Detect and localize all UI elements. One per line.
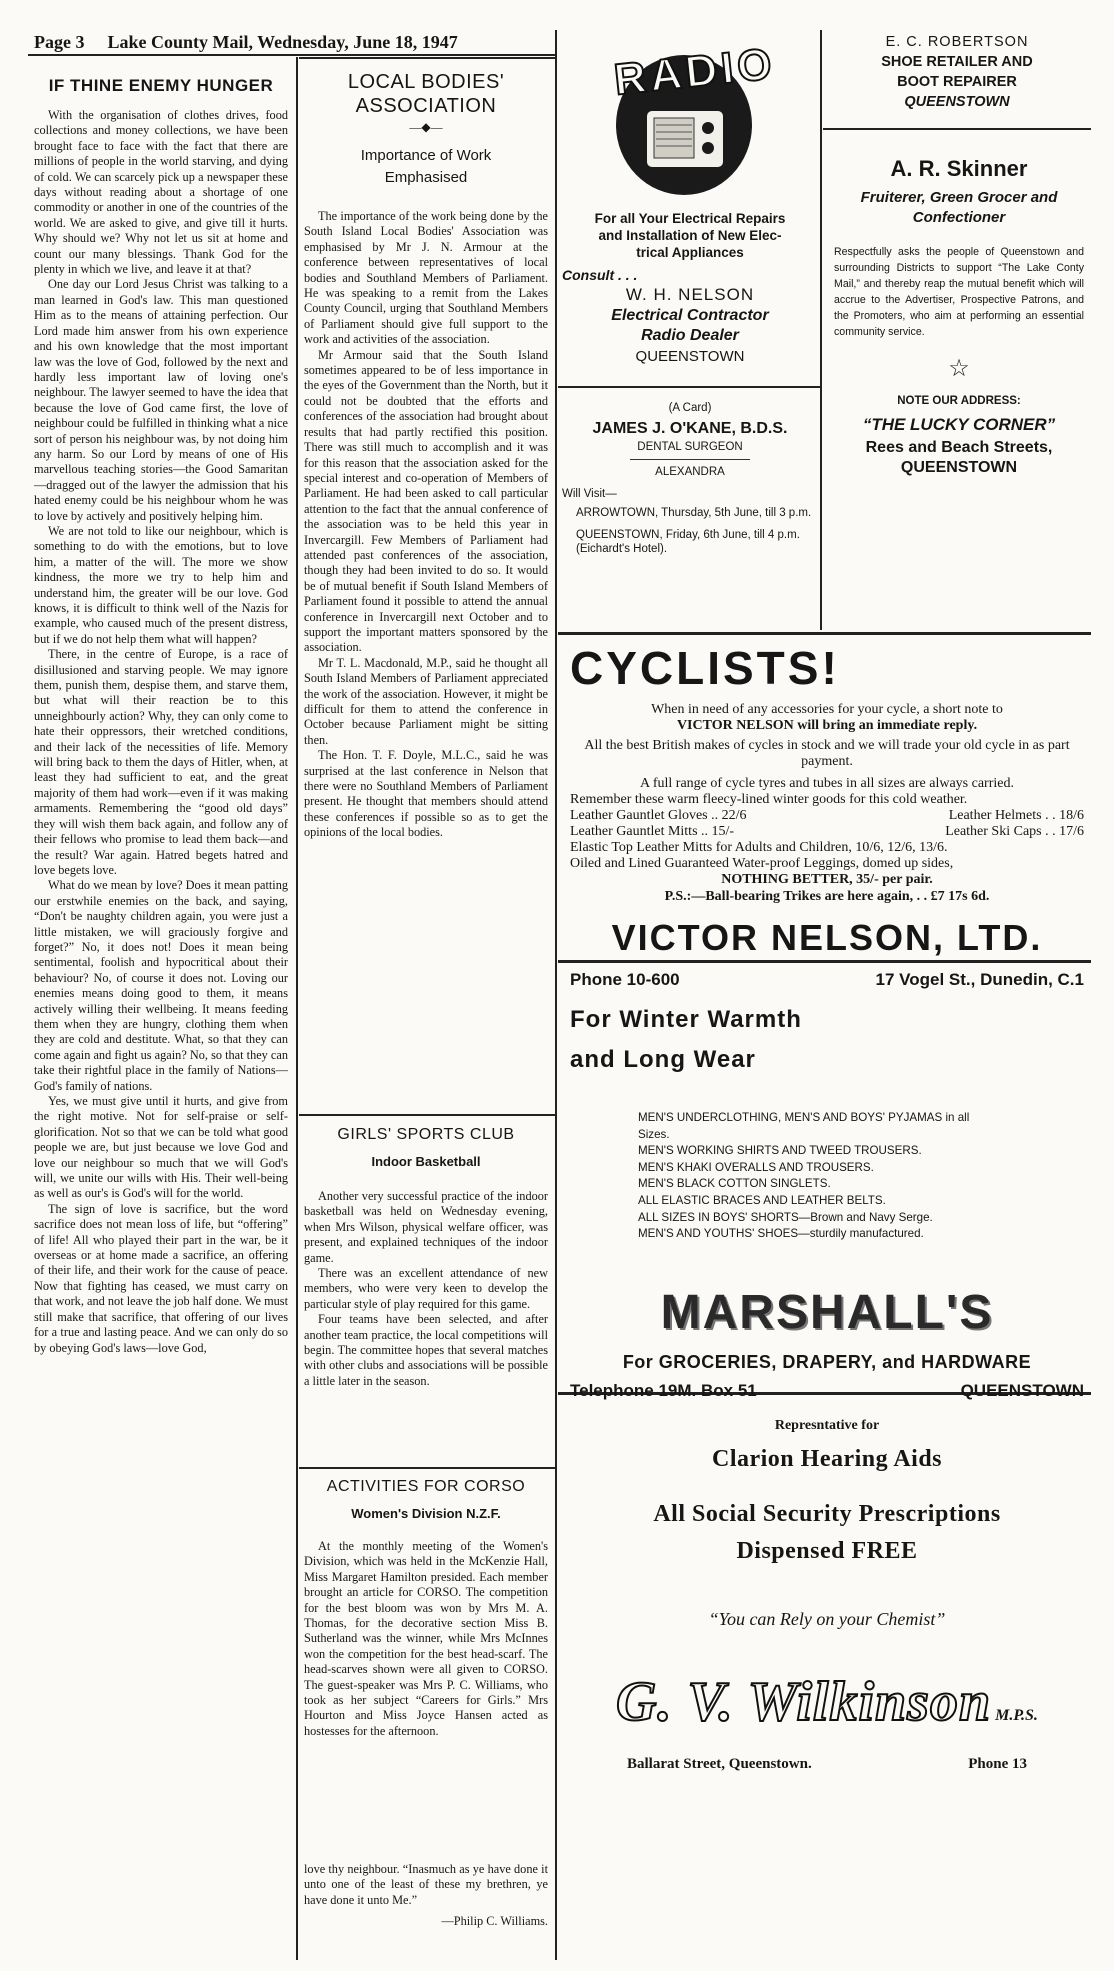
enemy-paragraph: We are not told to like our neighbour, which is something to do with the emotions, but to love him, a matter of the will. The more we show kindness, the more we try to help him and understand him, the greater will be our love. God knows, it is difficult to think well of the Nazis for example, who caused much of the present distress, but if we do not help them what will happen?	[34, 523, 288, 646]
marshalls-contact	[570, 1381, 1084, 1401]
skinner-corner: “THE LUCKY CORNER”	[862, 415, 1056, 434]
robertson-ad	[826, 32, 1088, 112]
okane-card	[562, 402, 818, 556]
cyclists-oiled: Oiled and Lined Guaranteed Water-proof Leggings, domed up sides,	[570, 856, 954, 871]
enemy-paragraph: One day our Lord Jesus Christ was talking to a man learned in God's law. This man questioned Him as to the means of attaining perfection. Our Lord made him answer from his own experience and his own knowledge that the most important law was the love of God, followed by the next and hardly less important law of loving one's neighbour. The lawyer seemed to have the idea that because the love of God came first, the love of neighbour could be fulfilled in thinking what a nice sort of person his neighbour was, by not doing him any harm. So our Lord by means of one of His marvellous teaching stories—the Good Samaritan—dragged out of the lawyer the admission that his hated enemy could be his neighbour whom he was to love by actively and positively helping him.	[34, 277, 288, 523]
cyclists-firm: VICTOR NELSON, LTD.	[611, 917, 1043, 958]
cyclists-remember: Remember these warm fleecy-lined winter goods for this cold weather.	[570, 792, 968, 807]
cyclists-item-row	[570, 808, 1084, 824]
skinner-name: A. R. Skinner	[890, 156, 1028, 181]
local-subhead-line2: Emphasised	[384, 169, 468, 186]
marshalls-goods-item: ALL ELASTIC BRACES AND LEATHER BELTS.	[638, 1193, 886, 1207]
star-icon: ☆	[948, 355, 970, 382]
marshalls-goods-item: MEN'S KHAKI OVERALLS AND TROUSERS.	[638, 1160, 874, 1174]
cyclists-elastic: Elastic Top Leather Mitts for Adults and Children, 10/6, 12/6, 13/6.	[570, 840, 948, 855]
local-article	[304, 70, 548, 1102]
cyclists-intro1: When in need of any accessories for your cycle, a short note to	[651, 702, 1003, 717]
local-paragraph: Mr Armour said that the South Island sometimes appeared to be of less importance in the eyes of the Government than the North, but it could not be doubted that the efforts and conferences of the association had brought about results that had partly rectified this position. There was still much to accomplish and it was for this reason that the association asked for the special interest and co-operation of Members of Parliament. He had been asked to call particular attention to the fact that the annual conference of the association was to be held this year in Invercargill. Few Members of Parliament had attended past conferences of the association, though they had been invited to do so. It would be of mutual benefit if South Island Members of Parliament found it possible to attend the annual conference in Invercargill next October and to support the important matters sponsored by the association.	[304, 347, 548, 655]
cyclists-phone: Phone 10-600	[570, 970, 680, 989]
okane-town: ALEXANDRA	[655, 466, 725, 478]
chemist-mps: M.P.S.	[995, 1707, 1038, 1724]
corso-paragraph: At the monthly meeting of the Women's Division, which was held in the McKenzie Hall, Miss Margaret Hamilton presided. Each member brought an article for CORSO. The competition for the best bloom was won by Mrs M. A. Thomas, for the decorative section Miss B. Sutherland was the winner, while Mrs McInnes won the competition for the best head-scarf. The head-scarves shown were all given to CORSO. The guest-speaker was Mrs P. C. Williams, who took as her subject “Careers for Girls.” Mrs Hourton and Miss Joyce Hansen acted as hostesses for the afternoon.	[304, 1539, 548, 1738]
chemist-rep: Represntative for	[774, 1418, 880, 1433]
local-rule-top	[299, 57, 555, 59]
masthead-rule	[28, 54, 555, 56]
skinner-streets: Rees and Beach Streets,	[865, 439, 1053, 456]
enemy-paragraph: With the organisation of clothes drives, food collections and money collections, we have been brought face to face with the fact that there are millions of people in the world starving, and dying of cold. We can scarcely pick up a newspaper these days without reading about a shortage of one commodity or another in one of the countries of the world. We are asked to give, and give till it hurts. Why should we? Why not let us sit at home and count our many blessings. Thank God for the plenty in which we live, and leave it at that?	[34, 108, 288, 277]
okane-name: JAMES J. O'KANE, B.D.S.	[592, 420, 788, 437]
corso-rule	[299, 1467, 555, 1469]
cyclists-title: CYCLISTS!	[570, 642, 840, 694]
okane-card-label: (A Card)	[668, 402, 712, 414]
marshalls-headline	[570, 1000, 1084, 1080]
robertson-line2: BOOT REPAIRER	[897, 74, 1017, 90]
enemy-paragraph: There, in the centre of Europe, is a race of disillusioned and starving people. We may ignore them, punish them, despise them, and starve them, but what will their reaction be to this unneighbourly action? Why, they can only come to hate their oppressors, their wretched conditions, and their lack of the necessities of life. Memory will bring back to them the days of Hitler, when, at least they had sufficient to eat, and the great majority of them had work—even if it was making armaments. Remembering the “good old days” they will wish them back again, and follow any of their fellows who promise to lead them back—and the result? War again. Hatred begets hatred and love begets love.	[34, 647, 288, 877]
marshalls-tagline: For GROCERIES, DRAPERY, and HARDWARE	[622, 1351, 1032, 1372]
local-headline-line2: ASSOCIATION	[355, 95, 497, 117]
marshalls-goods-item: MEN'S BLACK COTTON SINGLETS.	[638, 1177, 831, 1191]
chemist-contact	[627, 1756, 1027, 1773]
ornament-icon: —◆—	[409, 120, 443, 134]
cyclists-item-row	[570, 824, 1084, 840]
local-subhead-line1: Importance of Work	[360, 147, 492, 164]
column-rule-2	[555, 30, 557, 1960]
corso-article	[304, 1478, 548, 1800]
chemist-name: G. V. Wilkinson	[616, 1671, 992, 1733]
enemy-paragraph: Yes, we must give until it hurts, and give from the right motive. Not for self-praise or self-glorification. Not so that we can be told what good people we are, but just because we love God and love our neighbour so much that we will God's will, we unite our wills with His. Their well-being as well as our's is God's will for the world.	[34, 1094, 288, 1201]
girls-headline: GIRLS' SPORTS CLUB	[337, 1126, 515, 1143]
okane-arrowtown: ARROWTOWN, Thursday, 5th June, till 3 p.m.	[576, 507, 812, 519]
chemist-street: Ballarat Street, Queenstown.	[627, 1756, 812, 1772]
skinner-note: NOTE OUR ADDRESS:	[897, 395, 1021, 407]
marshalls-head2: and Long Wear	[570, 1046, 756, 1073]
okane-visit: Will Visit—	[562, 488, 617, 500]
cyclists-address: 17 Vogel St., Dunedin, C.1	[875, 970, 1084, 989]
marshalls-head1: For Winter Warmth	[570, 1006, 802, 1033]
cyclists-best: All the best British makes of cycles in stock and we will trade your old cycle in as part payment.	[584, 738, 1070, 769]
column-rule-1	[296, 57, 298, 1960]
radio-consult: Consult . . .	[562, 267, 638, 283]
robertson-name: E. C. ROBERTSON	[885, 34, 1029, 50]
cyclists-range: A full range of cycle tyres and tubes in all sizes are always carried.	[640, 776, 1014, 791]
radio-line3: trical Appliances	[636, 245, 744, 260]
local-subhead	[304, 145, 548, 189]
marshalls-goods-item: MEN'S AND YOUTHS' SHOES—sturdily manufactured.	[638, 1227, 924, 1241]
cyclists-top-rule	[558, 632, 1091, 635]
girls-subhead: Indoor Basketball	[371, 1154, 481, 1169]
enemy-paragraph: The sign of love is sacrifice, but the word sacrifice does not mean loss of life, but “offering” of life! All who played their part in the war, be it overseas or at home made a sacrifice, an offering of their life, and their work for the cause of peace. Now that fighting has ceased, we must carry on that work, and not leave the job half done. We must still make that sacrifice, that offering of our lives for a true and lasting peace. And we can only do so by obeying God's laws—love God,	[34, 1201, 288, 1355]
skinner-ad	[834, 156, 1084, 477]
marshalls-phone: Telephone 19M. Box 51	[570, 1380, 757, 1400]
cyclists-ps: P.S.:—Ball-bearing Trikes are here again, . . £7 17s 6d.	[664, 889, 990, 904]
skinner-trade2: Confectioner	[912, 209, 1006, 226]
chemist-clarion: Clarion Hearing Aids	[711, 1446, 943, 1472]
cyclists-ad	[570, 640, 1084, 990]
radio-divider	[558, 386, 820, 388]
radio-name: W. H. NELSON	[625, 285, 755, 304]
masthead	[34, 32, 554, 53]
cyclists-item: Leather Helmets . . 18/6	[948, 808, 1084, 823]
cyclists-nothing: NOTHING BETTER, 35/- per pair.	[721, 872, 933, 887]
column-rule-3	[820, 30, 822, 630]
marshalls-goods-item: MEN'S WORKING SHIRTS AND TWEED TROUSERS.	[638, 1144, 922, 1158]
girls-rule	[299, 1114, 555, 1116]
local-paragraph: Mr T. L. Macdonald, M.P., said he thought all South Island Members of Parliament appreciated the work of the association. However, it might be difficult for them to attend the conference in October because Parliament might be sitting then.	[304, 655, 548, 747]
enemy-article	[34, 76, 288, 1956]
chemist-social: All Social Security Prescriptions	[653, 1501, 1001, 1527]
chemist-slogan: “You can Rely on your Chemist”	[708, 1609, 946, 1629]
girls-article	[304, 1126, 548, 1460]
corso-headline: ACTIVITIES FOR CORSO	[326, 1478, 526, 1495]
local-paragraph: The importance of the work being done by the South Island Local Bodies' Association was emphasised by Mr J. N. Armour at the conference between representatives of local bodies and Southland Members of Parliament. He was speaking to a remit from the Lakes County Council, urging that Southland Members of Parliament should give full support to the work and activities of the association.	[304, 209, 548, 347]
radio-contact	[562, 284, 818, 368]
okane-queenstown: QUEENSTOWN, Friday, 6th June, till 4 p.m. (Eichardt's Hotel).	[576, 529, 800, 555]
girls-paragraph: There was an excellent attendance of new members, who were very keen to develop the particular style of play required for this game.	[304, 1266, 548, 1311]
chemist-phone: Phone 13	[968, 1756, 1027, 1772]
radio-role1: Electrical Contractor	[611, 307, 769, 324]
marshalls-goods-item: ALL SIZES IN BOYS' SHORTS—Brown and Navy Serge.	[638, 1210, 933, 1224]
radio-role2: Radio Dealer	[641, 327, 739, 344]
cyclists-item: Leather Ski Caps . . 17/6	[945, 824, 1084, 839]
enemy-continuation	[304, 1862, 548, 1929]
marshalls-logo: MARSHALL'S	[660, 1285, 994, 1339]
enemy-headline: IF THINE ENEMY HUNGER	[48, 76, 274, 95]
radio-logo-text: RADIO	[611, 39, 778, 105]
chemist-dispensed: Dispensed FREE	[736, 1538, 918, 1564]
skinner-body: Respectfully asks the people of Queenstown and surrounding Districts to support “The Lake Conty Mail,” and thereby reap the mutual benefit which will accrue to the Advertiser, Prospective Patrons, and the Promoters, who aim at performing an essential community service.	[834, 246, 1084, 338]
radio-line2: and Installation of New Elec-	[598, 228, 782, 243]
local-headline-line1: LOCAL BODIES'	[347, 71, 505, 93]
enemy-paragraph: What do we mean by love? Does it mean patting our erstwhile enemies on the back, and saying, “Don't be naughty children again, you were just a little mistaken, we will graciously forgive and forget?” No, it does not! Does it mean being sentimental, foolish and hypocritical about their behaviour? No, of course it does not. Loving our enemies means doing good to them, it means actively willing their wellbeing. It means feeding them when they are hungry, clothing them when they are cold and destitute. What, so that they can come again and fight us again? No, so that they can take their rightful place in the family of Nations—God's family of nations.	[34, 878, 288, 1093]
corso-subhead: Women's Division N.Z.F.	[351, 1506, 501, 1521]
local-paragraph: The Hon. T. F. Doyle, M.L.C., said he was surprised at the last conference in Nelson that there were no Southland Members of Parliament present. He thought that members should attend these conferences if possible so as to get the opinions of the local bodies.	[304, 748, 548, 840]
radio-town: QUEENSTOWN	[635, 348, 745, 365]
robertson-town: QUEENSTOWN	[904, 94, 1010, 110]
marshalls-goods-item: MEN'S UNDERCLOTHING, MEN'S AND BOYS' PYJAMAS in all Sizes.	[638, 1111, 970, 1141]
radio-copy	[562, 210, 818, 261]
enemy-signature: —Philip C. Williams.	[441, 1914, 548, 1929]
girls-paragraph: Another very successful practice of the indoor basketball was held on Wednesday evening, when Mrs Wilson, physical welfare officer, was present, and explained techniques of the indoor game.	[304, 1189, 548, 1265]
cyclists-intro	[570, 702, 1084, 734]
okane-divider	[630, 459, 750, 460]
cyclists-item: Leather Gauntlet Gloves .. 22/6	[570, 808, 747, 823]
cyclists-contact	[570, 970, 1084, 990]
chemist-ad	[570, 1410, 1084, 1773]
okane-title: DENTAL SURGEON	[637, 441, 743, 453]
page-number: Page 3	[34, 32, 85, 52]
paper-title: Lake County Mail, Wednesday, June 18, 1947	[107, 32, 458, 52]
cyclists-intro2: VICTOR NELSON will bring an immediate reply.	[676, 718, 978, 733]
skinner-town: QUEENSTOWN	[900, 459, 1018, 476]
cyclists-item: Leather Gauntlet Mitts .. 15/-	[570, 824, 735, 839]
radio-line1: For all Your Electrical Repairs	[594, 211, 786, 226]
enemy-continuation-text: love thy neighbour. “Inasmuch as ye have done it unto one of the least of these my brethren, ye have done it unto Me.”	[304, 1862, 548, 1907]
chemist-signature	[570, 1670, 1084, 1734]
marshalls-ad	[570, 1000, 1084, 1401]
marshalls-town: QUEENSTOWN	[960, 1380, 1084, 1400]
robertson-divider	[823, 128, 1091, 130]
girls-paragraph: Four teams have been selected, and after another team practice, the local competitions will begin. The committee hopes that several matches with other clubs and associations will be possible a little later in the season.	[304, 1312, 548, 1388]
marshalls-goods-list	[638, 1110, 998, 1243]
robertson-line1: SHOE RETAILER AND	[881, 54, 1033, 70]
radio-ad	[562, 30, 818, 384]
local-headline	[304, 70, 548, 118]
skinner-trade1: Fruiterer, Green Grocer and	[860, 189, 1058, 206]
